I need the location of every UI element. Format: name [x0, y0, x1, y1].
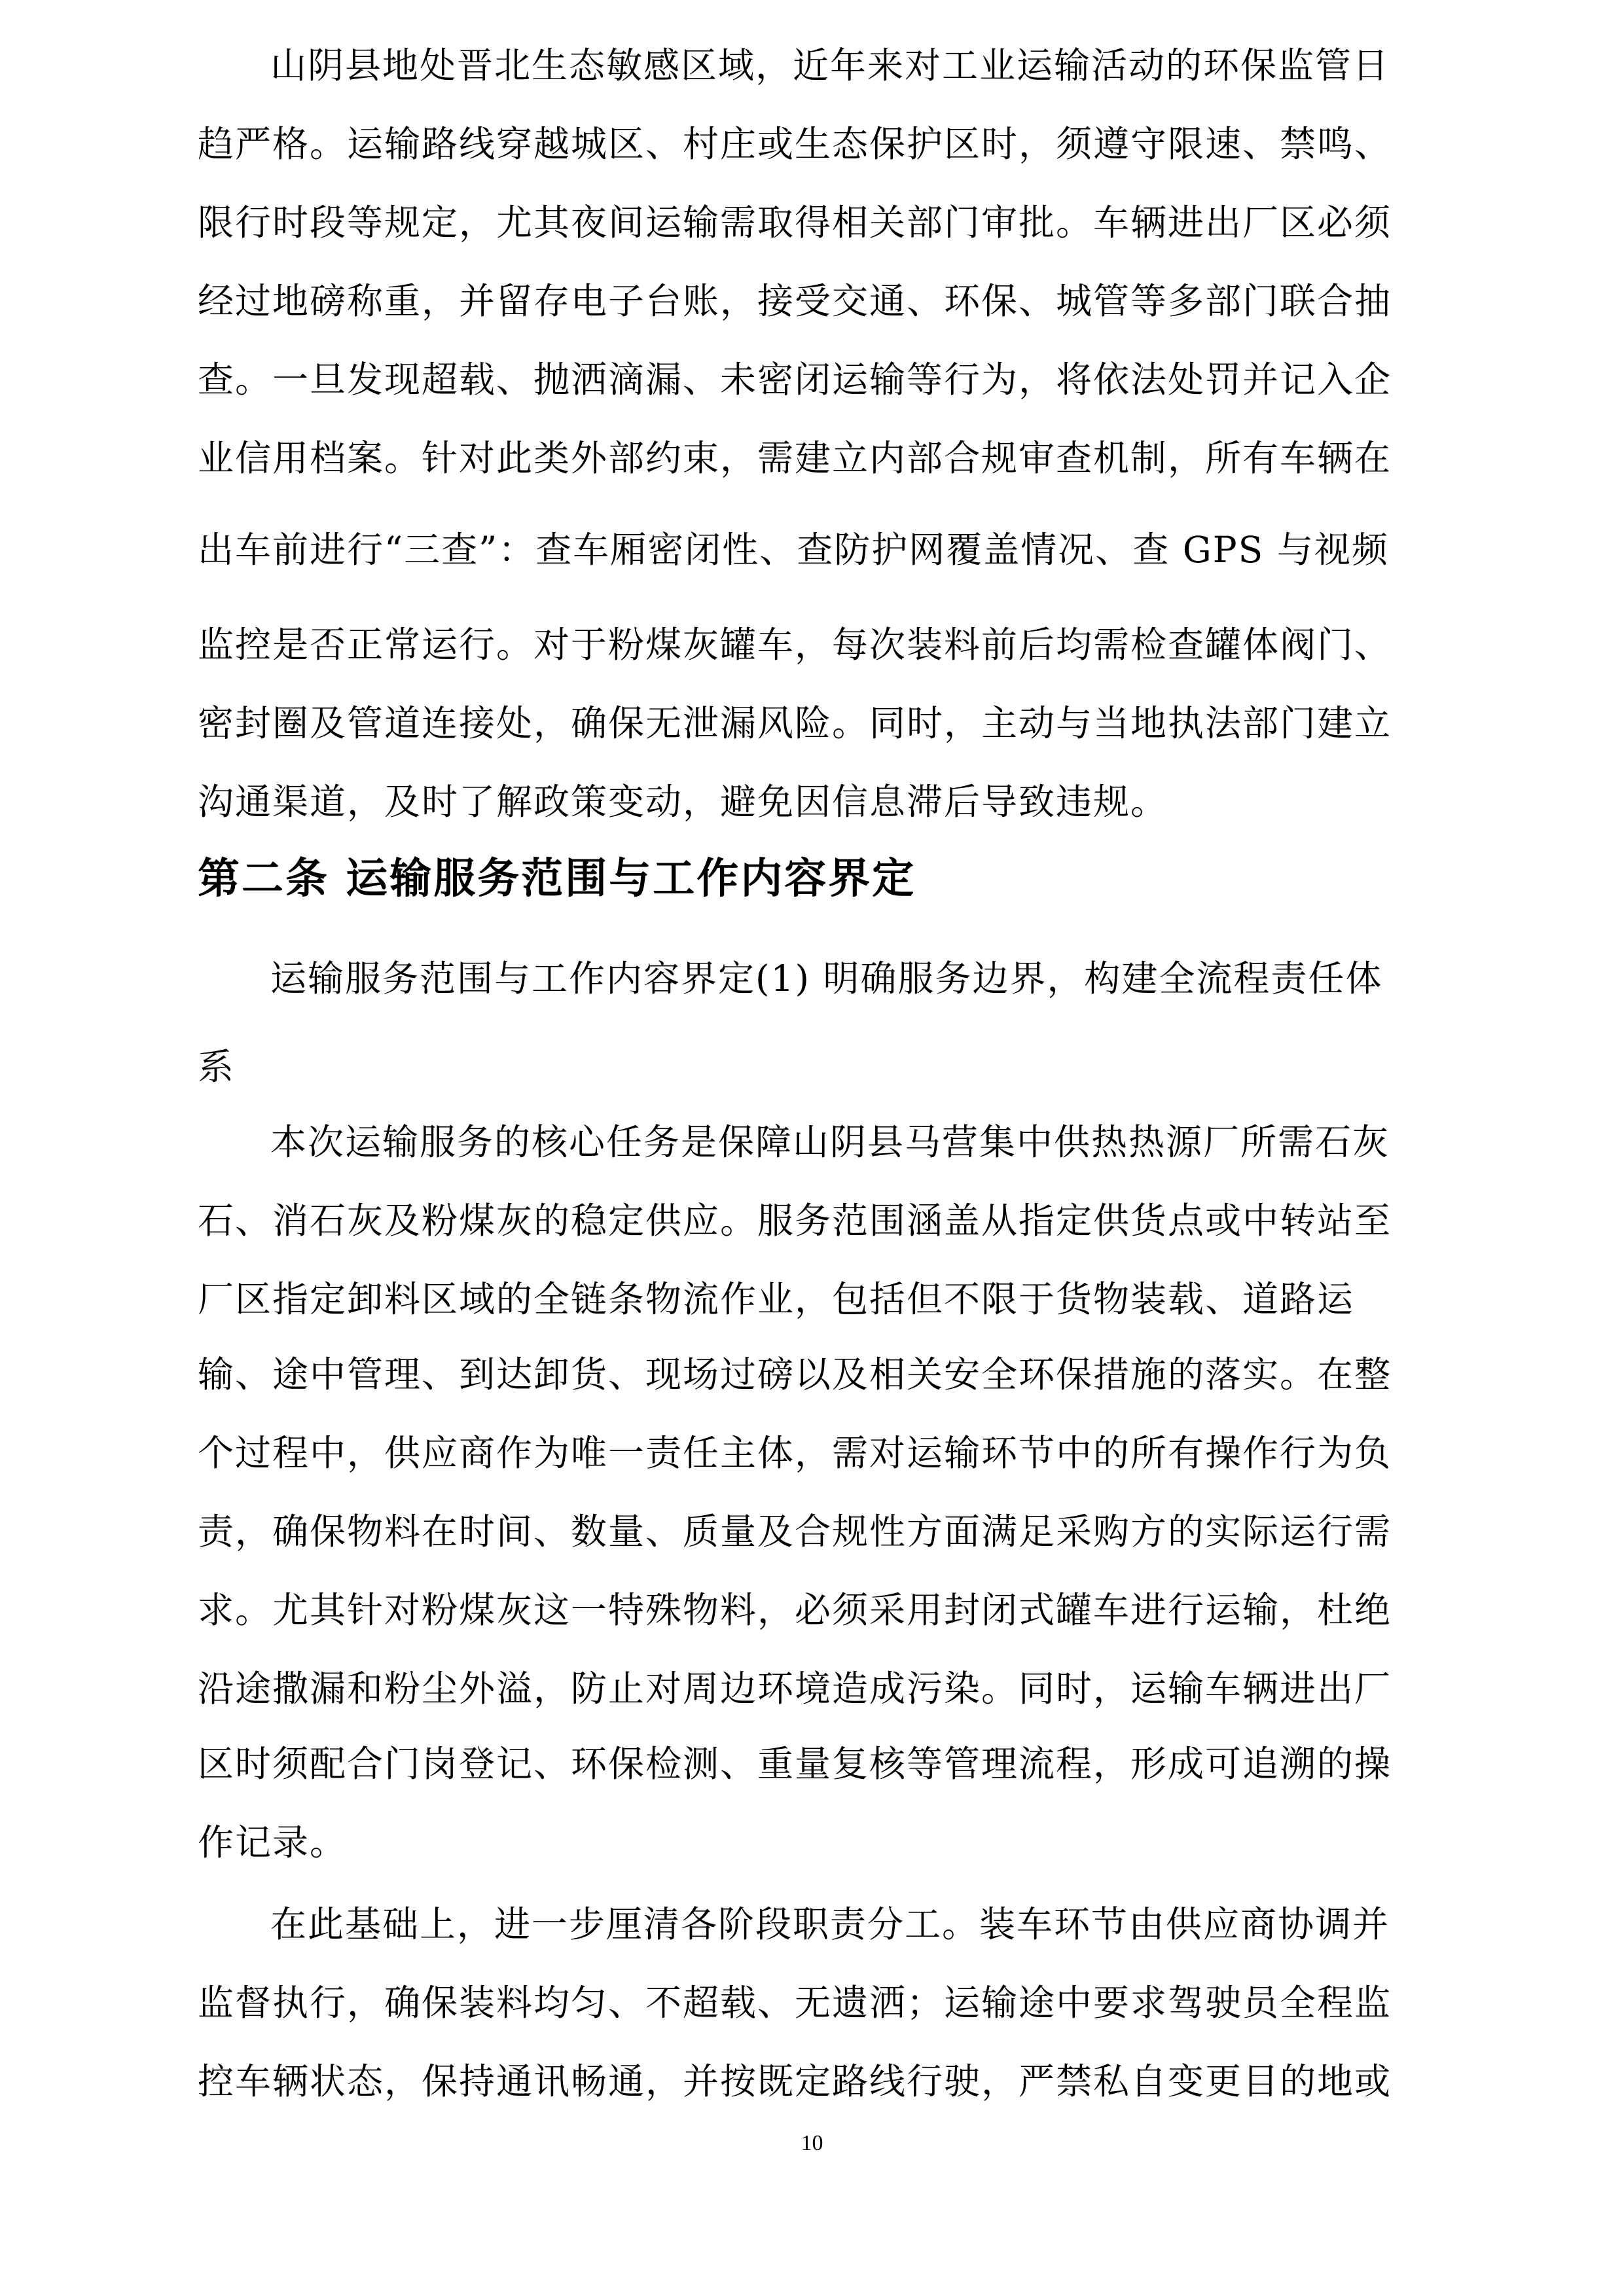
paragraph-3-line-3: 厂区指定卸料区域的全链条物流作业，包括但不限于货物装载、道路运: [198, 1278, 1355, 1320]
paragraph-4-line-3: 控车辆状态，保持通讯畅通，并按既定路线行驶，严禁私自变更目的地或: [198, 2060, 1392, 2102]
paragraph-1-line-9: 密封圈及管道连接处，确保无泄漏风险。同时，主动与当地执法部门建立: [198, 702, 1392, 744]
paragraph-1-line-3: 限行时段等规定，尤其夜间运输需取得相关部门审批。车辆进出厂区必须: [198, 202, 1392, 243]
paragraph-4-line-2: 监督执行，确保装料均匀、不超载、无遗洒；运输途中要求驾驶员全程监: [198, 1982, 1392, 2024]
paragraph-3-line-5: 个过程中，供应商作为唯一责任主体，需对运输环节中的所有操作行为负: [198, 1432, 1392, 1474]
paragraph-1-line-1: 山阴县地处晋北生态敏感区域，近年来对工业运输活动的环保监管日: [270, 45, 1390, 86]
page-number: 10: [801, 2131, 823, 2155]
paragraph-3-line-6: 责，确保物料在时间、数量、质量及合规性方面满足采购方的实际运行需: [198, 1511, 1392, 1552]
paragraph-1-line-7: 出车前进行“三查”：查车厢密闭性、查防护网覆盖情况、查 GPS 与视频: [198, 529, 1389, 571]
paragraph-1-line-10: 沟通渠道，及时了解政策变动，避免因信息滞后导致违规。: [198, 781, 1168, 823]
paragraph-3-line-7: 求。尤其针对粉煤灰这一特殊物料，必须采用封闭式罐车进行运输，杜绝: [198, 1589, 1392, 1631]
paragraph-1-line-8: 监控是否正常运行。对于粉煤灰罐车，每次装料前后均需检查罐体阀门、: [198, 624, 1392, 666]
section-heading: 第二条 运输服务范围与工作内容界定: [198, 855, 916, 903]
paragraph-3-line-10: 作记录。: [198, 1821, 348, 1863]
paragraph-3-line-9: 区时须配合门岗登记、环保检测、重量复核等管理流程，形成可追溯的操: [198, 1743, 1392, 1785]
paragraph-3-line-8: 沿途撒漏和粉尘外溢，防止对周边环境造成污染。同时，运输车辆进出厂: [198, 1668, 1392, 1710]
paragraph-1-line-4: 经过地磅称重，并留存电子台账，接受交通、环保、城管等多部门联合抽: [198, 280, 1392, 322]
paragraph-2-line-2: 系: [198, 1046, 236, 1088]
paragraph-1-line-6: 业信用档案。针对此类外部约束，需建立内部合规审查机制，所有车辆在: [198, 437, 1392, 479]
paragraph-2-line-1: 运输服务范围与工作内容界定(1) 明确服务边界，构建全流程责任体: [270, 958, 1383, 999]
paragraph-1-line-5: 查。一旦发现超载、抛洒滴漏、未密闭运输等行为，将依法处罚并记入企: [198, 359, 1392, 401]
paragraph-3-line-4: 输、途中管理、到达卸货、现场过磅以及相关安全环保措施的落实。在整: [198, 1354, 1392, 1395]
paragraph-3-line-2: 石、消石灰及粉煤灰的稳定供应。服务范围涵盖从指定供货点或中转站至: [198, 1200, 1392, 1242]
paragraph-4-line-1: 在此基础上，进一步厘清各阶段职责分工。装车环节由供应商协调并: [270, 1903, 1390, 1945]
paragraph-1-line-2: 趋严格。运输路线穿越城区、村庄或生态保护区时，须遵守限速、禁鸣、: [198, 123, 1392, 165]
paragraph-3-line-1: 本次运输服务的核心任务是保障山阴县马营集中供热热源厂所需石灰: [270, 1121, 1390, 1163]
